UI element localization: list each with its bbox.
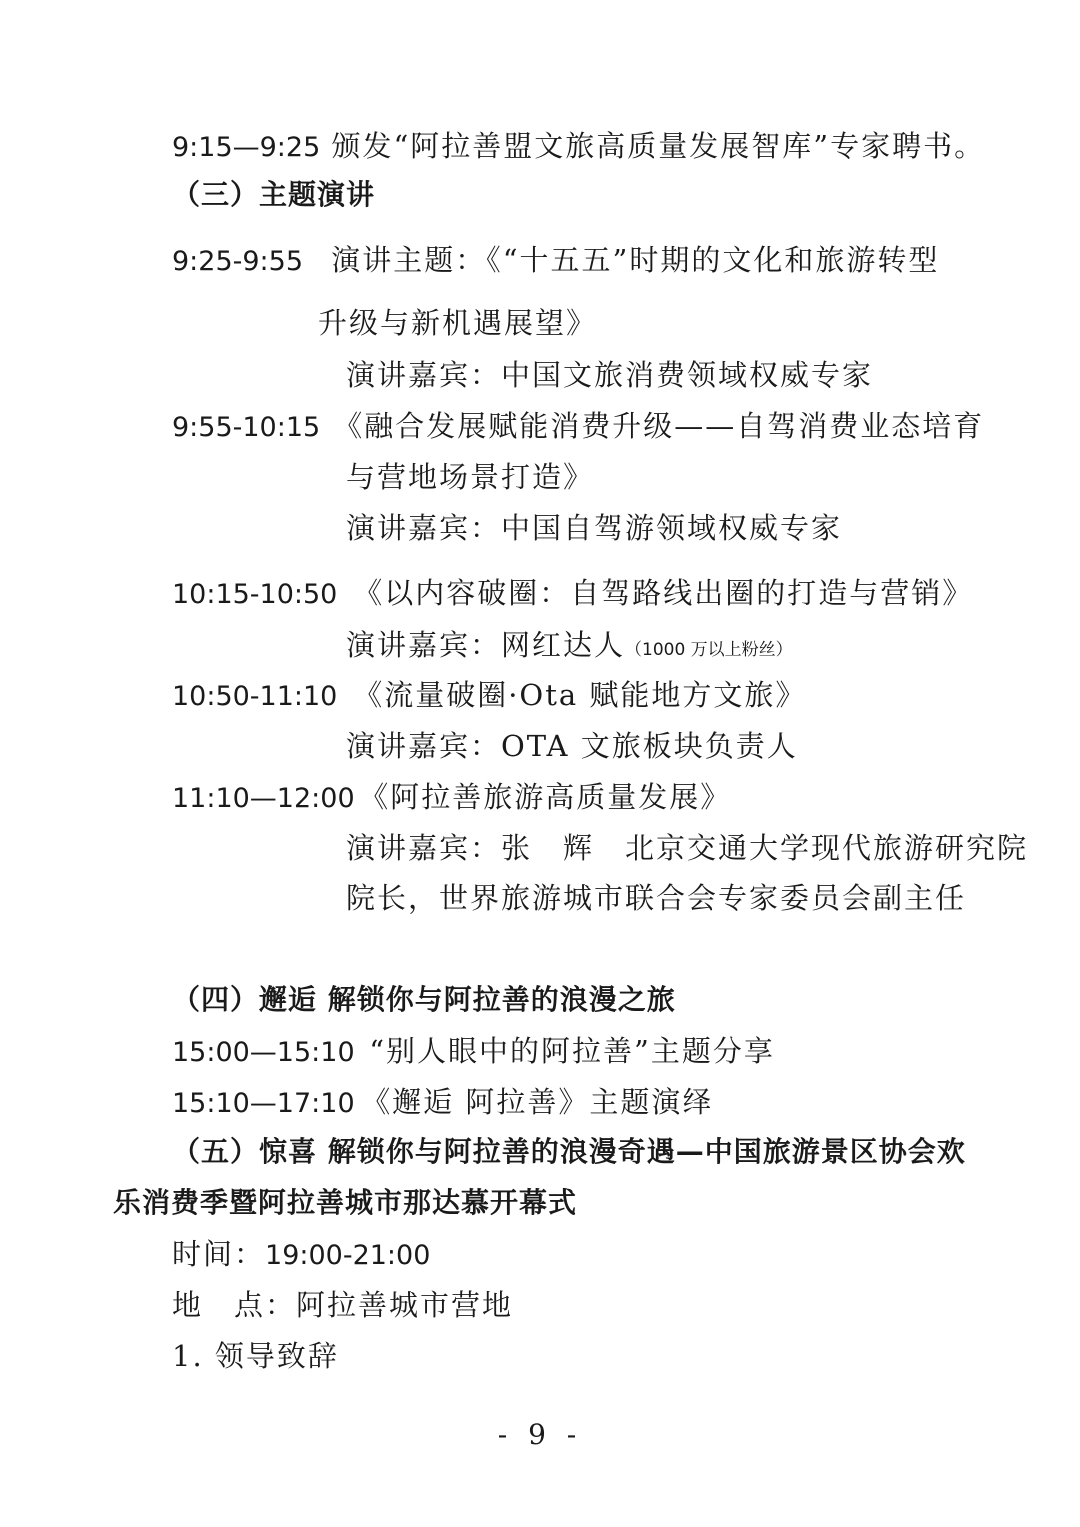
- talk-3-speaker-line: [346, 627, 793, 668]
- talk-2-title: 《融合发展赋能消费升级——自驾消费业态培育: [333, 409, 985, 443]
- talk-5-line1: [172, 779, 731, 817]
- talk-5-speaker: 演讲嘉宾：张 辉 北京交通大学现代旅游研究院: [346, 831, 1029, 865]
- event-time: [172, 1236, 430, 1274]
- talk-1-line1: [172, 242, 939, 280]
- talk-4-speaker: 演讲嘉宾：OTA 文旅板块负责人: [346, 729, 798, 763]
- talk-1-title: 演讲主题：《“十五五”时期的文化和旅游转型: [331, 243, 940, 277]
- talk-1-speaker: 演讲嘉宾：中国文旅消费领域权威专家: [346, 358, 874, 392]
- talk-4-title: 《流量破圈·Ota 赋能地方文旅》: [353, 678, 807, 712]
- talk-1-title-cont: 升级与新机遇展望》: [318, 306, 598, 340]
- talk-3-title: 《以内容破圈：自驾路线出圈的打造与营销》: [353, 576, 974, 610]
- talk-3-speaker-note: （1000 万以上粉丝）: [625, 640, 793, 660]
- encounter-item-1-time: 15:00—15:10: [172, 1037, 355, 1068]
- talk-2-line1: [172, 408, 984, 446]
- talk-1-time: 9:25-9:55: [172, 246, 304, 277]
- talk-3-time: 10:15-10:50: [172, 579, 338, 610]
- event-time-label: 时间：: [172, 1237, 266, 1271]
- encounter-item-1-text: “别人眼中的阿拉善”主题分享: [369, 1034, 775, 1068]
- event-time-value: 19:00-21:00: [265, 1240, 431, 1271]
- agenda-time: 9:15—9:25: [172, 132, 321, 163]
- encounter-item-2-time: 15:10—17:10: [172, 1088, 355, 1119]
- talk-3-speaker: 演讲嘉宾：网红达人: [346, 628, 626, 662]
- talk-4-line1: [172, 677, 806, 715]
- section-heading-keynotes: （三）主题演讲: [172, 178, 376, 211]
- section-heading-surprise: （五）惊喜 解锁你与阿拉善的浪漫奇遇—中国旅游景区协会欢: [172, 1135, 966, 1168]
- encounter-item-2-text: 《邂逅 阿拉善》主题演绎: [361, 1085, 714, 1119]
- page-number: - 9 -: [497, 1418, 583, 1451]
- talk-5-time: 11:10—12:00: [172, 783, 355, 814]
- encounter-item-1: [172, 1033, 775, 1071]
- section-heading-encounter: （四）邂逅 解锁你与阿拉善的浪漫之旅: [172, 983, 676, 1016]
- encounter-item-2: [172, 1084, 713, 1122]
- agenda-text: 颁发“阿拉善盟文旅高质量发展智库”专家聘书。: [331, 129, 986, 163]
- event-place: 地 点：阿拉善城市营地: [172, 1288, 514, 1322]
- talk-2-title-cont: 与营地场景打造》: [346, 460, 595, 494]
- talk-2-time: 9:55-10:15: [172, 412, 321, 443]
- talk-4-time: 10:50-11:10: [172, 681, 338, 712]
- talk-3-line1: [172, 575, 973, 613]
- section-heading-surprise-cont: 乐消费季暨阿拉善城市那达慕开幕式: [113, 1186, 578, 1219]
- agenda-item-certificate: [172, 128, 985, 166]
- talk-2-speaker: 演讲嘉宾：中国自驾游领域权威专家: [346, 511, 843, 545]
- program-item-1: 1. 领导致辞: [172, 1339, 339, 1373]
- talk-5-title: 《阿拉善旅游高质量发展》: [359, 780, 732, 814]
- talk-5-speaker-cont: 院长，世界旅游城市联合会专家委员会副主任: [346, 881, 967, 915]
